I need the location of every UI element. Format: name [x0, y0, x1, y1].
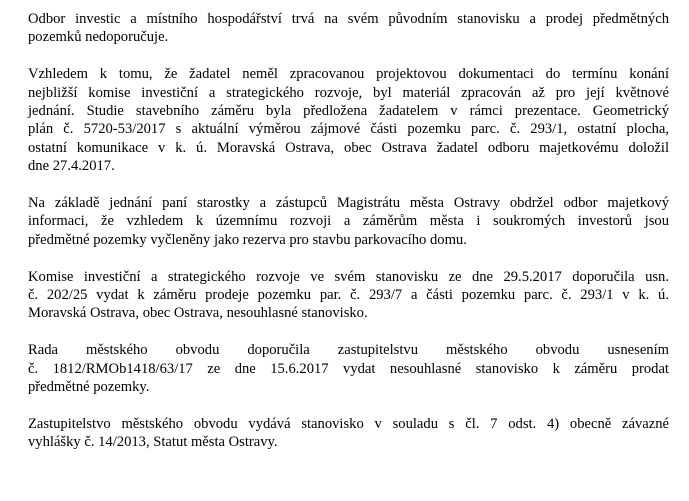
text-line: č. 202/25 vydat k záměru prodeje pozemku par. č. 293/7 a části pozemku parc. č. 293/1 v k. ú. — [28, 287, 669, 304]
text-line: dne 27.4.2017. — [28, 158, 115, 175]
text-line: Odbor investic a místního hospodářství trvá na svém původním stanovisku a prodej předmětných — [28, 11, 669, 27]
text-line: Na základě jednání paní starostky a zástupců Magistrátu města Ostravy obdržel odbor majetkový — [28, 195, 669, 212]
text-line: předmětné pozemky. — [28, 379, 150, 396]
paragraph-6 — [28, 415, 669, 452]
text-line: plán č. 5720-53/2017 s aktuální výměrou zájmové části pozemku parc. č. 293/1, ostatní plocha, — [28, 121, 669, 138]
paragraph-2 — [28, 65, 669, 175]
text-line: pozemků nedoporučuje. — [28, 29, 169, 46]
text-line: č. 1812/RMOb1418/63/17 ze dne 15.6.2017 vydat nesouhlasné stanovisko k záměru prodat — [28, 360, 669, 377]
paragraph-5 — [28, 341, 669, 396]
text-line: informaci, že vzhledem k územnímu rozvoji a záměrům města i soukromých investorů jsou — [28, 213, 669, 230]
paragraph-3 — [28, 194, 669, 249]
text-line: Komise investiční a strategického rozvoje ve svém stanovisku ze dne 29.5.2017 doporučila usn. — [28, 268, 669, 285]
text-line: Zastupitelstvo městského obvodu vydává stanovisko v souladu s čl. 7 odst. 4) obecně závazné — [28, 415, 669, 432]
text-line: Moravská Ostrava, obec Ostrava, nesouhlasné stanovisko. — [28, 305, 368, 322]
text-line: Vzhledem k tomu, že žadatel neměl zpracovanou projektovou dokumentaci do termínu konání — [28, 66, 669, 83]
text-line: Rada městského obvodu doporučila zastupitelstvu městského obvodu usnesením — [28, 342, 669, 359]
text-line: nejbližší komise investiční a strategického rozvoje, byl materiál zpracován až pro její květnové — [28, 84, 669, 101]
text-line: předmětné pozemky vyčleněny jako rezerva pro stavbu parkovacího domu. — [28, 231, 467, 248]
paragraph-4 — [28, 268, 669, 323]
text-line: jednání. Studie stavebního záměru byla předložena žadatelem v rámci prezentace. Geometrický — [28, 103, 669, 120]
paragraph-1 — [28, 10, 669, 47]
text-line: ostatní komunikace v k. ú. Moravská Ostrava, obec Ostrava žadatel odboru majetkovému doložil — [28, 139, 669, 156]
document-body — [28, 10, 669, 470]
text-line: vyhlášky č. 14/2013, Statut města Ostravy. — [28, 434, 278, 451]
